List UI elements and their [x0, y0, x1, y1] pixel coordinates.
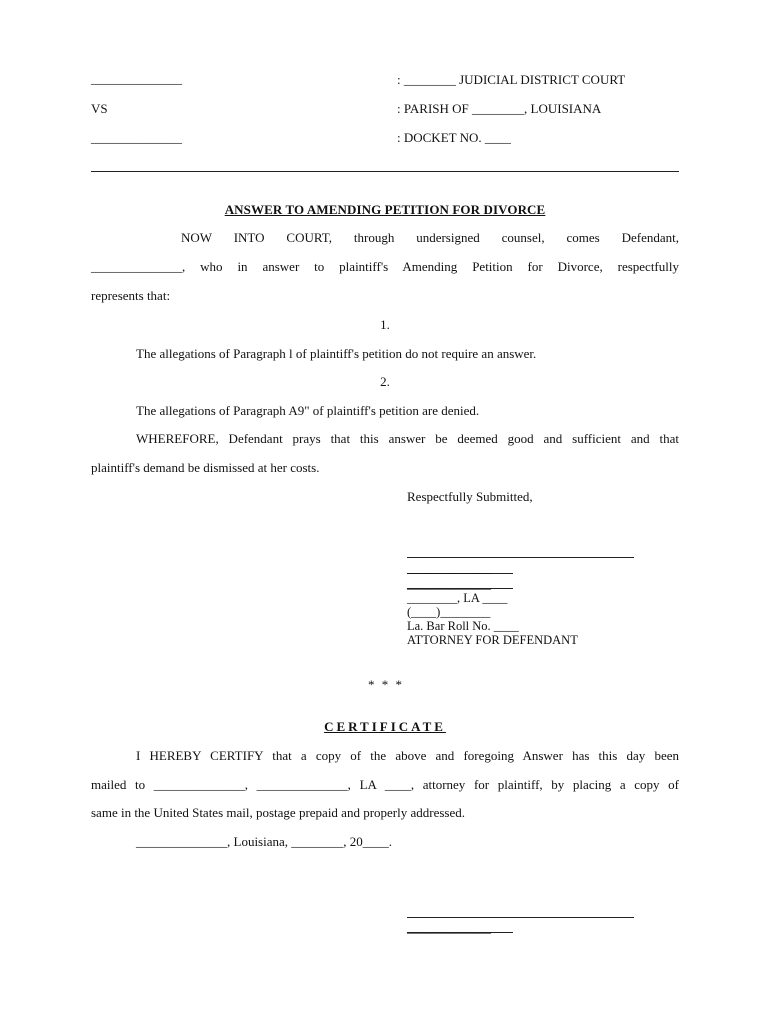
- wherefore-line-1: WHEREFORE, Defendant prays that this answer be deemed good and sufficient and that: [136, 431, 679, 446]
- certificate-signature-line: [407, 917, 634, 918]
- docket-number: : DOCKET NO. ____: [397, 130, 511, 145]
- certificate-line-3: same in the United States mail, postage prepaid and properly addressed.: [91, 805, 466, 820]
- wherefore-line-2: plaintiff's demand be dismissed at her costs.: [91, 460, 320, 475]
- certificate-title: CERTIFICATE: [324, 719, 446, 734]
- address-blank: ______________: [407, 577, 491, 591]
- paragraph-text-1: The allegations of Paragraph l of plaintiff's petition do not require an answer.: [136, 346, 537, 361]
- certificate-line-2: mailed to ______________, ______________, LA ____, attorney for plaintiff, by placing a copy of: [91, 777, 679, 792]
- section-separator: * * *: [368, 677, 402, 692]
- signature-line: [407, 557, 634, 558]
- intro-line-1: NOW INTO COURT, through undersigned counsel, comes Defendant,: [181, 230, 679, 245]
- closing-text: Respectfully Submitted,: [407, 489, 533, 504]
- paragraph-text-2: The allegations of Paragraph A9" of plaintiff's petition are denied.: [136, 403, 480, 418]
- certificate-sig-blank: ______________: [407, 921, 491, 935]
- parish-line: : PARISH OF ________, LOUISIANA: [397, 101, 602, 116]
- versus-label: VS: [91, 101, 108, 116]
- court-name: : ________ JUDICIAL DISTRICT COURT: [397, 72, 626, 87]
- defendant-blank: ______________: [91, 130, 182, 145]
- attorney-role: ATTORNEY FOR DEFENDANT: [407, 633, 578, 647]
- caption-divider: [91, 171, 679, 172]
- certificate-date-line: ______________, Louisiana, ________, 20____.: [136, 834, 393, 849]
- plaintiff-blank: ______________: [91, 71, 182, 86]
- name-blank: ______________: [407, 561, 491, 575]
- document-title: ANSWER TO AMENDING PETITION FOR DIVORCE: [224, 202, 546, 217]
- paragraph-number-1: 1.: [380, 317, 390, 332]
- intro-line-3: represents that:: [91, 288, 171, 303]
- phone-number: (____)________: [407, 605, 491, 619]
- city-state: ________, LA ____: [407, 591, 508, 605]
- certificate-line-1: I HEREBY CERTIFY that a copy of the above and foregoing Answer has this day been: [136, 748, 679, 763]
- intro-line-2: ______________, who in answer to plaintiff's Amending Petition for Divorce, respectfully: [91, 259, 679, 274]
- paragraph-number-2: 2.: [380, 374, 390, 389]
- bar-roll-number: La. Bar Roll No. ____: [407, 619, 519, 633]
